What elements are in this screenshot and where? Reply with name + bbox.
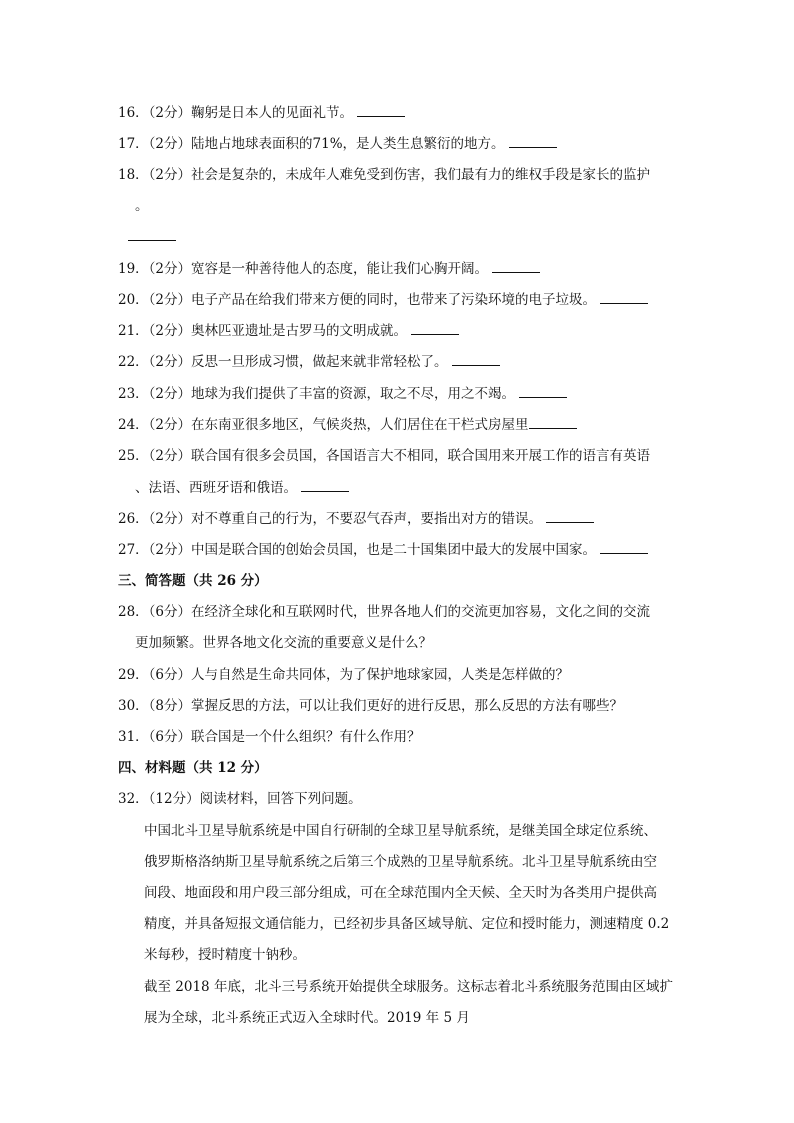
question-25: 25．（2分）联合国有很多会员国，各国语言大不相同，联合国用来开展工作的语言有英语: [118, 448, 651, 464]
question-26: 26．（2分）对不尊重自己的行为，不要忍气吞声，要指出对方的错误。: [118, 510, 594, 528]
question-22: 22．（2分）反思一旦形成习惯，做起来就非常轻松了。: [118, 353, 500, 371]
question-32: 32．（12分）阅读材料，回答下列问题。: [118, 791, 362, 807]
question-27: 27．（2分）中国是联合国的创始会员国，也是二十国集团中最大的发展中国家。: [118, 541, 648, 559]
question-28-continuation: 更加频繁。世界各地文化交流的重要意义是什么？: [135, 635, 432, 651]
answer-blank[interactable]: [452, 353, 500, 366]
question-31: 31．（6分）联合国是一个什么组织？有什么作用？: [118, 729, 421, 745]
answer-blank[interactable]: [546, 510, 594, 523]
material-line: 精度，并具备短报文通信能力，已经初步具备区域导航、定位和授时能力，测速精度 0.2: [144, 916, 670, 932]
material-line: 截至 2018 年底，北斗三号系统开始提供全球服务。这标志着北斗系统服务范围由区域扩: [144, 979, 673, 995]
question-19: 19．（2分）宽容是一种善待他人的态度，能让我们心胸开阔。: [118, 260, 540, 278]
material-line: 展为全球，北斗系统正式迈入全球时代。2019 年 5 月: [144, 1010, 470, 1026]
answer-blank[interactable]: [357, 104, 405, 117]
answer-blank[interactable]: [492, 260, 540, 273]
answer-blank[interactable]: [128, 228, 176, 241]
question-18-blank-line: [128, 228, 176, 246]
answer-blank[interactable]: [529, 416, 577, 429]
answer-blank[interactable]: [301, 479, 349, 492]
question-17: 17．（2分）陆地占地球表面积的71%，是人类生息繁衍的地方。: [118, 135, 557, 153]
answer-blank[interactable]: [519, 385, 567, 398]
question-28: 28．（6分）在经济全球化和互联网时代，世界各地人们的交流更加容易，文化之间的交流: [118, 604, 651, 620]
answer-blank[interactable]: [509, 135, 557, 148]
question-18: 18．（2分）社会是复杂的，未成年人难免受到伤害，我们最有力的维权手段是家长的监护: [118, 167, 651, 183]
answer-blank[interactable]: [411, 322, 459, 335]
answer-blank[interactable]: [600, 291, 648, 304]
section-heading-material: 四、材料题（共 12 分）: [118, 760, 268, 776]
material-line: 间段、地面段和用户段三部分组成，可在全球范围内全天候、全天时为各类用户提供高: [144, 885, 657, 901]
material-line: 米每秒，授时精度十钠秒。: [144, 947, 306, 963]
question-25-continuation: 、法语、西班牙语和俄语。: [135, 479, 349, 497]
answer-blank[interactable]: [600, 541, 648, 554]
question-21: 21．（2分）奥林匹亚遗址是古罗马的文明成就。: [118, 322, 459, 340]
material-line: 俄罗斯格洛纳斯卫星导航系统之后第三个成熟的卫星导航系统。北斗卫星导航系统由空: [144, 854, 657, 870]
question-18-continuation: 。: [135, 198, 149, 214]
material-line: 中国北斗卫星导航系统是中国自行研制的全球卫星导航系统，是继美国全球定位系统、: [144, 823, 657, 839]
question-29: 29．（6分）人与自然是生命共同体，为了保护地球家园，人类是怎样做的？: [118, 667, 570, 683]
question-30: 30．（8分）掌握反思的方法，可以让我们更好的进行反思，那么反思的方法有哪些？: [118, 698, 624, 714]
section-heading-short-answer: 三、简答题（共 26 分）: [118, 573, 268, 589]
question-16: 16．（2分）鞠躬是日本人的见面礼节。: [118, 104, 405, 122]
question-20: 20．（2分）电子产品在给我们带来方便的同时，也带来了污染环境的电子垃圾。: [118, 291, 648, 309]
question-23: 23．（2分）地球为我们提供了丰富的资源，取之不尽，用之不竭。: [118, 385, 567, 403]
question-24: 24．（2分）在东南亚很多地区，气候炎热，人们居住在干栏式房屋里: [118, 416, 577, 434]
